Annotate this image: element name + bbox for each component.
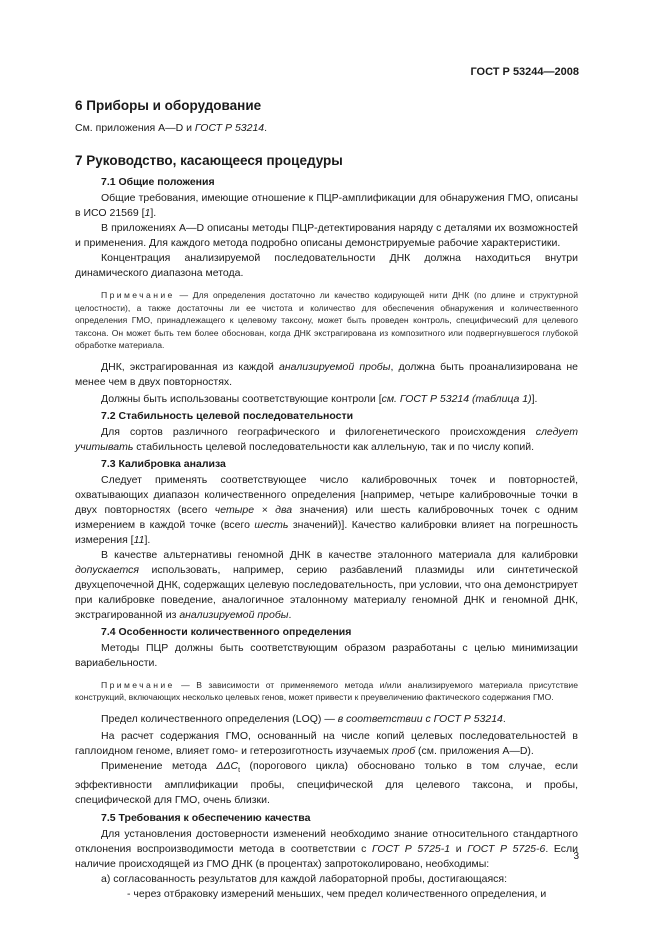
section-7-heading: 7 Руководство, касающееся процедуры: [75, 153, 343, 168]
note-1: Примечание — Для определения достаточно ли качество кодирующей нити ДНК (по длине и структурной целостности), а также достаточны ли ее чистота и количество для обеспечения обнаружения и количественного определения ГМО, принадлежащего к целевому таксону, может быть проведен контроль, специфический для целевого таксона. Он может быть тем более обоснован, когда ДНК экстрагирована из композитного или подвергнувшегося глубокой обработке материала.: [75, 290, 578, 350]
document-header: ГОСТ Р 53244—2008: [470, 66, 579, 78]
paragraph-7-1-5: Должны быть использованы соответствующие контроли [см. ГОСТ Р 53214 (таблица 1)].: [101, 392, 538, 405]
paragraph-7-1-4: ДНК, экстрагированная из каждой анализируемой пробы, должна быть проанализирована не менее чем в двух повторностях.: [75, 360, 578, 388]
paragraph-7-4-3: На расчет содержания ГМО, основанный на числе копий целевых последовательностей в гаплоидном геноме, влияет гомо- и гетерозиготность изучаемых проб (см. приложения А—D).: [75, 729, 578, 757]
list-item-dash: - через отбраковку измерений меньших, чем предел количественного определения, и: [127, 887, 547, 900]
section-6-paragraph: См. приложения А—D и ГОСТ Р 53214.: [75, 122, 268, 134]
paragraph-7-3-2: В качестве альтернативы геномной ДНК в качестве эталонного материала для калибровки допускается использовать, например, серию разбавлений плазмиды или синтетической двухцепочечной ДНК, содержащих целевую последовательность, при условии, что она демонстрирует при калибровке поведение, аналогичное эталонному материалу геномной ДНК и геномной ДНК, экстрагированной из анализируемой пробы.: [75, 548, 578, 621]
paragraph-7-4-1: Методы ПЦР должны быть соответствующим образом разработаны с целью минимизации вариабельности.: [75, 641, 578, 669]
paragraph-7-5-1: Для установления достоверности изменений необходимо знание относительного стандартного отклонения воспроизводимости метода в соответствии с ГОСТ Р 5725-1 и ГОСТ Р 5725-6. Если наличие происходящей из ГМО ДНК (в процентах) запротоколировано, необходимы:: [75, 827, 579, 870]
page-content: [75, 92, 578, 902]
page-number: 3: [573, 851, 579, 862]
note-2: Примечание — В зависимости от применяемого метода и/или анализируемого материала присутствие конструкций, включающих несколько целевых генов, может привести к преувеличению фактического содержания ГМО.: [75, 679, 578, 702]
paragraph-7-3-1: Следует применять соответствующее число калибровочных точек и повторностей, охватывающих диапазон количественного определения [например, четыре калибровочные точки в двух повторностях (всего четыре × два значения) или шесть калибровочных точек с одним измерением в каждой точке (всего шесть значений)]. Качество калибровки влияет на погрешность измерения [11].: [75, 473, 579, 546]
paragraph-7-1-2: В приложениях А—D описаны методы ПЦР-детектирования наряду с деталями их возможностей и применения. Для каждого метода подробно описаны демонстрируемые рабочие характеристики.: [75, 222, 578, 249]
section-7-1-heading: 7.1 Общие положения: [101, 176, 215, 188]
section-7-5-heading: 7.5 Требования к обеспечению качества: [101, 811, 311, 824]
paragraph-7-2-1: Для сортов различного географического и филогенетического происхождения следует учитывать стабильность целевой последовательности как аллельную, так и по числу копий.: [75, 425, 578, 453]
section-7-4-heading: 7.4 Особенности количественного определения: [101, 625, 352, 638]
paragraph-7-1-3: Концентрация анализируемой последовательности ДНК должна находиться внутри динамического диапазона метода.: [75, 252, 578, 279]
paragraph-7-4-4: Применение метода $\Delta\Delta C_t$ (порогового цикла) обосновано только в том случае, если эффективности амплификации пробы, специфической для целевого таксона, и пробы, специфической для ГМО, очень близки.: [75, 759, 578, 806]
list-item-a: а) согласованность результатов для каждой лабораторной пробы, достигающаяся:: [101, 872, 508, 885]
paragraph-7-1-1: Общие требования, имеющие отношение к ПЦР-амплификации для обнаружения ГМО, описаны в ИСО 21569 [1].: [75, 192, 578, 219]
section-7-2-heading: 7.2 Стабильность целевой последовательности: [101, 409, 354, 422]
section-6-heading: 6 Приборы и оборудование: [75, 98, 262, 113]
section-7-3-heading: 7.3 Калибровка анализа: [101, 457, 226, 470]
paragraph-7-4-2: Предел количественного определения (LOQ) — в соответствии с ГОСТ Р 53214.: [101, 712, 506, 725]
